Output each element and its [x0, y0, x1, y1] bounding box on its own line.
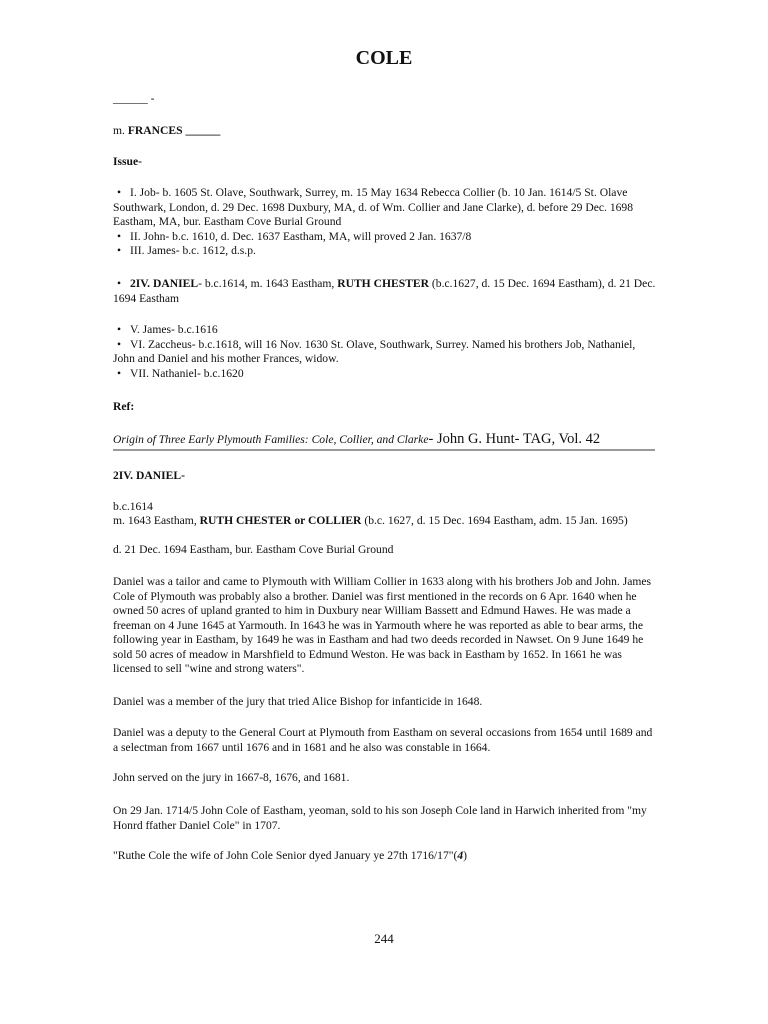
paragraph: On 29 Jan. 1714/5 John Cole of Eastham, yeoman, sold to his son Joseph Cole land in Harwich inherited from "my Honrd ffather Daniel Cole" in 1707. — [113, 804, 647, 832]
list-item — [113, 230, 658, 245]
spouse-prefix: m. — [113, 124, 128, 137]
ref-heading: Ref: — [113, 400, 135, 413]
daniel-heading: 2IV. DANIEL- — [113, 469, 185, 482]
issue-text: III. James- b.c. 1612, d.s.p. — [130, 244, 256, 257]
bullet-icon: • — [117, 229, 122, 243]
page-number: 244 — [374, 931, 394, 946]
issue-daniel — [113, 277, 658, 306]
daniel-text-2: (b.c.1627, d. 15 Dec. 1694 Eastham), d. 21 Dec. 1694 Eastham — [113, 277, 656, 305]
paragraph: Daniel was a tailor and came to Plymouth with William Collier in 1633 along with his brothers Job and John. James Cole of Plymouth was probably also a brother. Daniel was first mentioned in the records on 6 Apr. 1640 when he owned 50 acres of upland granted to him in Duxbury near William Bassett and Edmund Hawes. He was made a freeman on 4 June 1645 at Yarmouth. In 1643 he was in Yarmouth where he was reported as able to bear arms, the following year in Eastham, by 1649 he was in Eastham and had two deeds recorded in Nawset. On 9 June 1649 he sold 50 acres of meadow in Marshfield to Edmund Weston. He was back in Eastham by 1652. In 1661 he was licensed to sell "wine and strong waters". — [113, 575, 652, 675]
daniel-birth: b.c.1614 — [113, 500, 153, 513]
list-item — [113, 338, 658, 367]
paragraph: Daniel was a member of the jury that tried Alice Bishop for infanticide in 1648. — [113, 695, 483, 708]
marriage-suffix: (b.c. 1627, d. 15 Dec. 1694 Eastham, adm. 15 Jan. 1695) — [361, 514, 628, 527]
quote-close: ) — [463, 849, 468, 862]
father-line: ______ - — [113, 92, 155, 105]
final-quote — [113, 849, 658, 864]
issue-heading: Issue- — [113, 155, 142, 168]
spouse-name: FRANCES ______ — [127, 124, 221, 137]
daniel-text-1: - b.c.1614, m. 1643 Eastham, — [198, 277, 338, 290]
bullet-icon: • — [117, 337, 122, 351]
bullet-icon: • — [117, 186, 122, 199]
spouse-line — [113, 124, 658, 139]
issue-text: I. Job- b. 1605 St. Olave, Southwark, Surrey, m. 15 May 1634 Rebecca Collier (b. 10 Jan. 1614/5 St. Olave Southwark, London, d. 29 Dec. 1698 Duxbury, MA, d. of Wm. Collier and Jane Clarke), d. before 29 Dec. 1698 Eastham, MA, bur. Eastham Cove Burial Ground — [113, 186, 634, 228]
marriage-prefix: m. 1643 Eastham, — [113, 514, 200, 527]
paragraph: Daniel was a deputy to the General Court at Plymouth from Eastham on several occasions from 1654 until 1689 and a selectman from 1667 until 1676 and in 1681 and he also was constable in 1664. — [113, 726, 653, 754]
issue-list-2 — [113, 323, 658, 381]
issue-text: II. John- b.c. 1610, d. Dec. 1637 Eastham, MA, will proved 2 Jan. 1637/8 — [130, 229, 472, 243]
list-item — [113, 367, 658, 382]
reference-line — [113, 432, 655, 451]
daniel-name: 2IV. DANIEL — [130, 277, 199, 290]
issue-list-1 — [113, 186, 658, 259]
daniel-marriage — [113, 514, 658, 529]
daniel-spouse: RUTH CHESTER — [337, 277, 430, 290]
quote-ref-number: 4 — [457, 849, 464, 862]
paragraph: John served on the jury in 1667-8, 1676, and 1681. — [113, 771, 350, 784]
issue-text: VII. Nathaniel- b.c.1620 — [130, 366, 244, 380]
marriage-spouse: RUTH CHESTER or COLLIER — [199, 514, 362, 527]
list-item — [113, 323, 658, 338]
bullet-icon: • — [117, 366, 122, 380]
bullet-icon: • — [117, 277, 122, 290]
bullet-icon: • — [117, 244, 122, 257]
issue-text: VI. Zaccheus- b.c.1618, will 16 Nov. 1630 St. Olave, Southwark, Surrey. Named his brothers Job, Nathaniel, John and Daniel and his mother Frances, widow. — [113, 337, 636, 365]
page-title: COLE — [355, 47, 413, 69]
bullet-icon: • — [117, 323, 122, 336]
list-item — [113, 244, 658, 259]
reference-work: Origin of Three Early Plymouth Families: Cole, Collier, and Clarke — [113, 433, 429, 446]
reference-author: - John G. Hunt- TAG, Vol. 42 — [428, 431, 601, 447]
daniel-death: d. 21 Dec. 1694 Eastham, bur. Eastham Cove Burial Ground — [113, 543, 394, 556]
quote-text: "Ruthe Cole the wife of John Cole Senior dyed January ye 27th 1716/17"( — [113, 849, 458, 862]
list-item — [113, 186, 658, 230]
issue-text: V. James- b.c.1616 — [130, 323, 218, 336]
